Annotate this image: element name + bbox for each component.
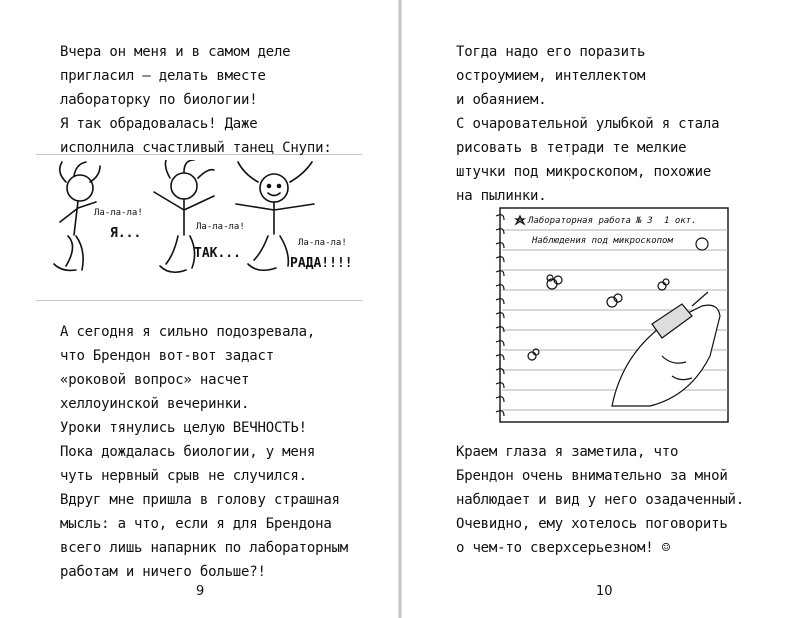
text-line: «роковой вопрос» насчет <box>60 372 250 388</box>
text-line: всего лишь напарник по лабораторным <box>60 540 349 556</box>
text-line: Краем глаза я заметила, что <box>456 444 679 460</box>
la-la-label: Ла-ла-ла! <box>196 222 245 232</box>
notebook-date: 1 окт. <box>664 216 697 226</box>
text-line: хеллоуинской вечеринки. <box>60 396 250 412</box>
text-line: Брендон очень внимательно за мной <box>456 468 728 484</box>
page-number: 10 <box>596 584 613 599</box>
text-line: С очаровательной улыбкой я стала <box>456 116 720 132</box>
text-line: работам и ничего больше?! <box>60 564 266 580</box>
text-line: исполнила счастливый танец Снупи: <box>60 140 332 156</box>
right-page <box>402 0 800 618</box>
text-line: остроумием, интеллектом <box>456 68 646 84</box>
left-page <box>0 0 398 618</box>
text-line: что Брендон вот-вот задаст <box>60 348 274 364</box>
text-line: лабораторку по биологии! <box>60 92 258 108</box>
text-line: рисовать в тетради те мелкие <box>456 140 687 156</box>
text-line: о чем-то сверхсерьезном! ☺ <box>456 540 670 556</box>
notebook-heading: Лабораторная работа № 3 <box>528 216 653 226</box>
dance-illustration <box>44 160 364 290</box>
dance-word: ТАК... <box>194 246 241 261</box>
text-line: Пока дождалась биологии, у меня <box>60 444 316 460</box>
text-line: на пылинки. <box>456 188 547 204</box>
text-line: штучки под микроскопом, похожие <box>456 164 712 180</box>
text-line: чуть нервный срыв не случился. <box>60 468 307 484</box>
page-number: 9 <box>196 584 205 599</box>
text-line: Вдруг мне пришла в голову страшная <box>60 492 340 508</box>
text-line: Я так обрадовалась! Даже <box>60 116 258 132</box>
la-la-label: Ла-ла-ла! <box>298 238 347 248</box>
notebook-illustration <box>492 206 732 426</box>
rule-line <box>36 300 362 301</box>
text-line: Тогда надо его поразить <box>456 44 646 60</box>
text-line: Очевидно, ему хотелось поговорить <box>456 516 728 532</box>
text-line: мысль: а что, если я для Брендона <box>60 516 332 532</box>
text-line: и обаянием. <box>456 92 547 108</box>
notebook-subheading: Наблюдения под микроскопом <box>532 236 673 246</box>
text-line: наблюдает и вид у него озадаченный. <box>456 492 745 508</box>
la-la-label: Ла-ла-ла! <box>94 208 143 218</box>
text-line: Уроки тянулись целую ВЕЧНОСТЬ! <box>60 420 307 436</box>
text-line: А сегодня я сильно подозревала, <box>60 324 316 340</box>
dance-word: Я... <box>110 226 142 241</box>
text-line: пригласил — делать вместе <box>60 68 266 84</box>
dance-word: РАДА!!!! <box>290 256 353 271</box>
text-line: Вчера он меня и в самом деле <box>60 44 291 60</box>
